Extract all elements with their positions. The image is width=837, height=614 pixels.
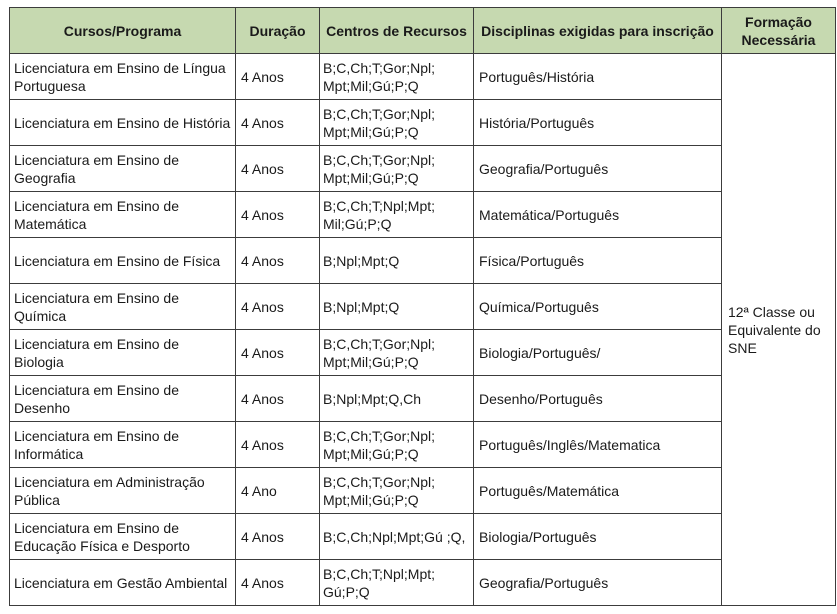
training-required-cell: 12ª Classe ou Equivalente do SNE (722, 54, 836, 606)
centers-cell: B;C,Ch;T;Gor;Npl; Mpt;Mil;Gú;P;Q (320, 54, 474, 100)
subjects-cell: Biologia/Português (474, 514, 722, 560)
duration-cell: 4 Anos (236, 560, 320, 606)
centers-cell: B;C,Ch;T;Gor;Npl; Mpt;Mil;Gú;P;Q (320, 422, 474, 468)
table-row (10, 54, 836, 100)
subjects-cell: Matemática/Português (474, 192, 722, 238)
course-cell: Licenciatura em Ensino de Desenho (10, 376, 236, 422)
centers-cell: B;C,Ch;T;Gor;Npl; Mpt;Mil;Gú;P;Q (320, 330, 474, 376)
subjects-cell: Física/Português (474, 238, 722, 284)
header-centers: Centros de Recursos (320, 8, 474, 54)
centers-cell: B;C,Ch;T;Gor;Npl; Mpt;Mil;Gú;P;Q (320, 100, 474, 146)
course-cell: Licenciatura em Ensino de Química (10, 284, 236, 330)
table-row (10, 376, 836, 422)
centers-cell: B;C,Ch;Npl;Mpt;Gú ;Q, (320, 514, 474, 560)
header-subjects: Disciplinas exigidas para inscrição (474, 8, 722, 54)
subjects-cell: Geografia/Português (474, 560, 722, 606)
course-cell: Licenciatura em Ensino de Informática (10, 422, 236, 468)
table-row (10, 284, 836, 330)
course-cell: Licenciatura em Ensino de Biologia (10, 330, 236, 376)
courses-table (9, 7, 836, 606)
course-cell: Licenciatura em Ensino de História (10, 100, 236, 146)
table-row (10, 514, 836, 560)
centers-cell: B;C,Ch;T;Gor;Npl; Mpt;Mil;Gú;P;Q (320, 468, 474, 514)
duration-cell: 4 Anos (236, 422, 320, 468)
duration-cell: 4 Ano (236, 468, 320, 514)
course-cell: Licenciatura em Ensino de Geografia (10, 146, 236, 192)
table-row (10, 192, 836, 238)
table-row (10, 146, 836, 192)
subjects-cell: Química/Português (474, 284, 722, 330)
duration-cell: 4 Anos (236, 376, 320, 422)
table-row (10, 238, 836, 284)
duration-cell: 4 Anos (236, 54, 320, 100)
duration-cell: 4 Anos (236, 330, 320, 376)
course-cell: Licenciatura em Ensino de Educação Física e Desporto (10, 514, 236, 560)
centers-cell: B;C,Ch;T;Gor;Npl; Mpt;Mil;Gú;P;Q (320, 146, 474, 192)
header-course: Cursos/Programa (10, 8, 236, 54)
table-row (10, 560, 836, 606)
table-container (9, 7, 836, 606)
header-duration: Duração (236, 8, 320, 54)
subjects-cell: Desenho/Português (474, 376, 722, 422)
table-row (10, 330, 836, 376)
table-row (10, 468, 836, 514)
centers-cell: B;Npl;Mpt;Q,Ch (320, 376, 474, 422)
course-cell: Licenciatura em Gestão Ambiental (10, 560, 236, 606)
duration-cell: 4 Anos (236, 146, 320, 192)
subjects-cell: Português/Inglês/Matematica (474, 422, 722, 468)
duration-cell: 4 Anos (236, 100, 320, 146)
duration-cell: 4 Anos (236, 238, 320, 284)
table-row (10, 422, 836, 468)
centers-cell: B;Npl;Mpt;Q (320, 238, 474, 284)
table-row (10, 100, 836, 146)
subjects-cell: Biologia/Português/ (474, 330, 722, 376)
header-row (10, 8, 836, 54)
duration-cell: 4 Anos (236, 514, 320, 560)
course-cell: Licenciatura em Ensino de Língua Portuguesa (10, 54, 236, 100)
centers-cell: B;C,Ch;T;Npl;Mpt; Mil;Gú;P;Q (320, 192, 474, 238)
header-training: Formação Necessária (722, 8, 836, 54)
duration-cell: 4 Anos (236, 192, 320, 238)
subjects-cell: Geografia/Português (474, 146, 722, 192)
subjects-cell: Português/História (474, 54, 722, 100)
course-cell: Licenciatura em Ensino de Matemática (10, 192, 236, 238)
subjects-cell: História/Português (474, 100, 722, 146)
duration-cell: 4 Anos (236, 284, 320, 330)
centers-cell: B;Npl;Mpt;Q (320, 284, 474, 330)
subjects-cell: Português/Matemática (474, 468, 722, 514)
course-cell: Licenciatura em Administração Pública (10, 468, 236, 514)
centers-cell: B;C,Ch;T;Npl;Mpt; Gú;P;Q (320, 560, 474, 606)
course-cell: Licenciatura em Ensino de Física (10, 238, 236, 284)
